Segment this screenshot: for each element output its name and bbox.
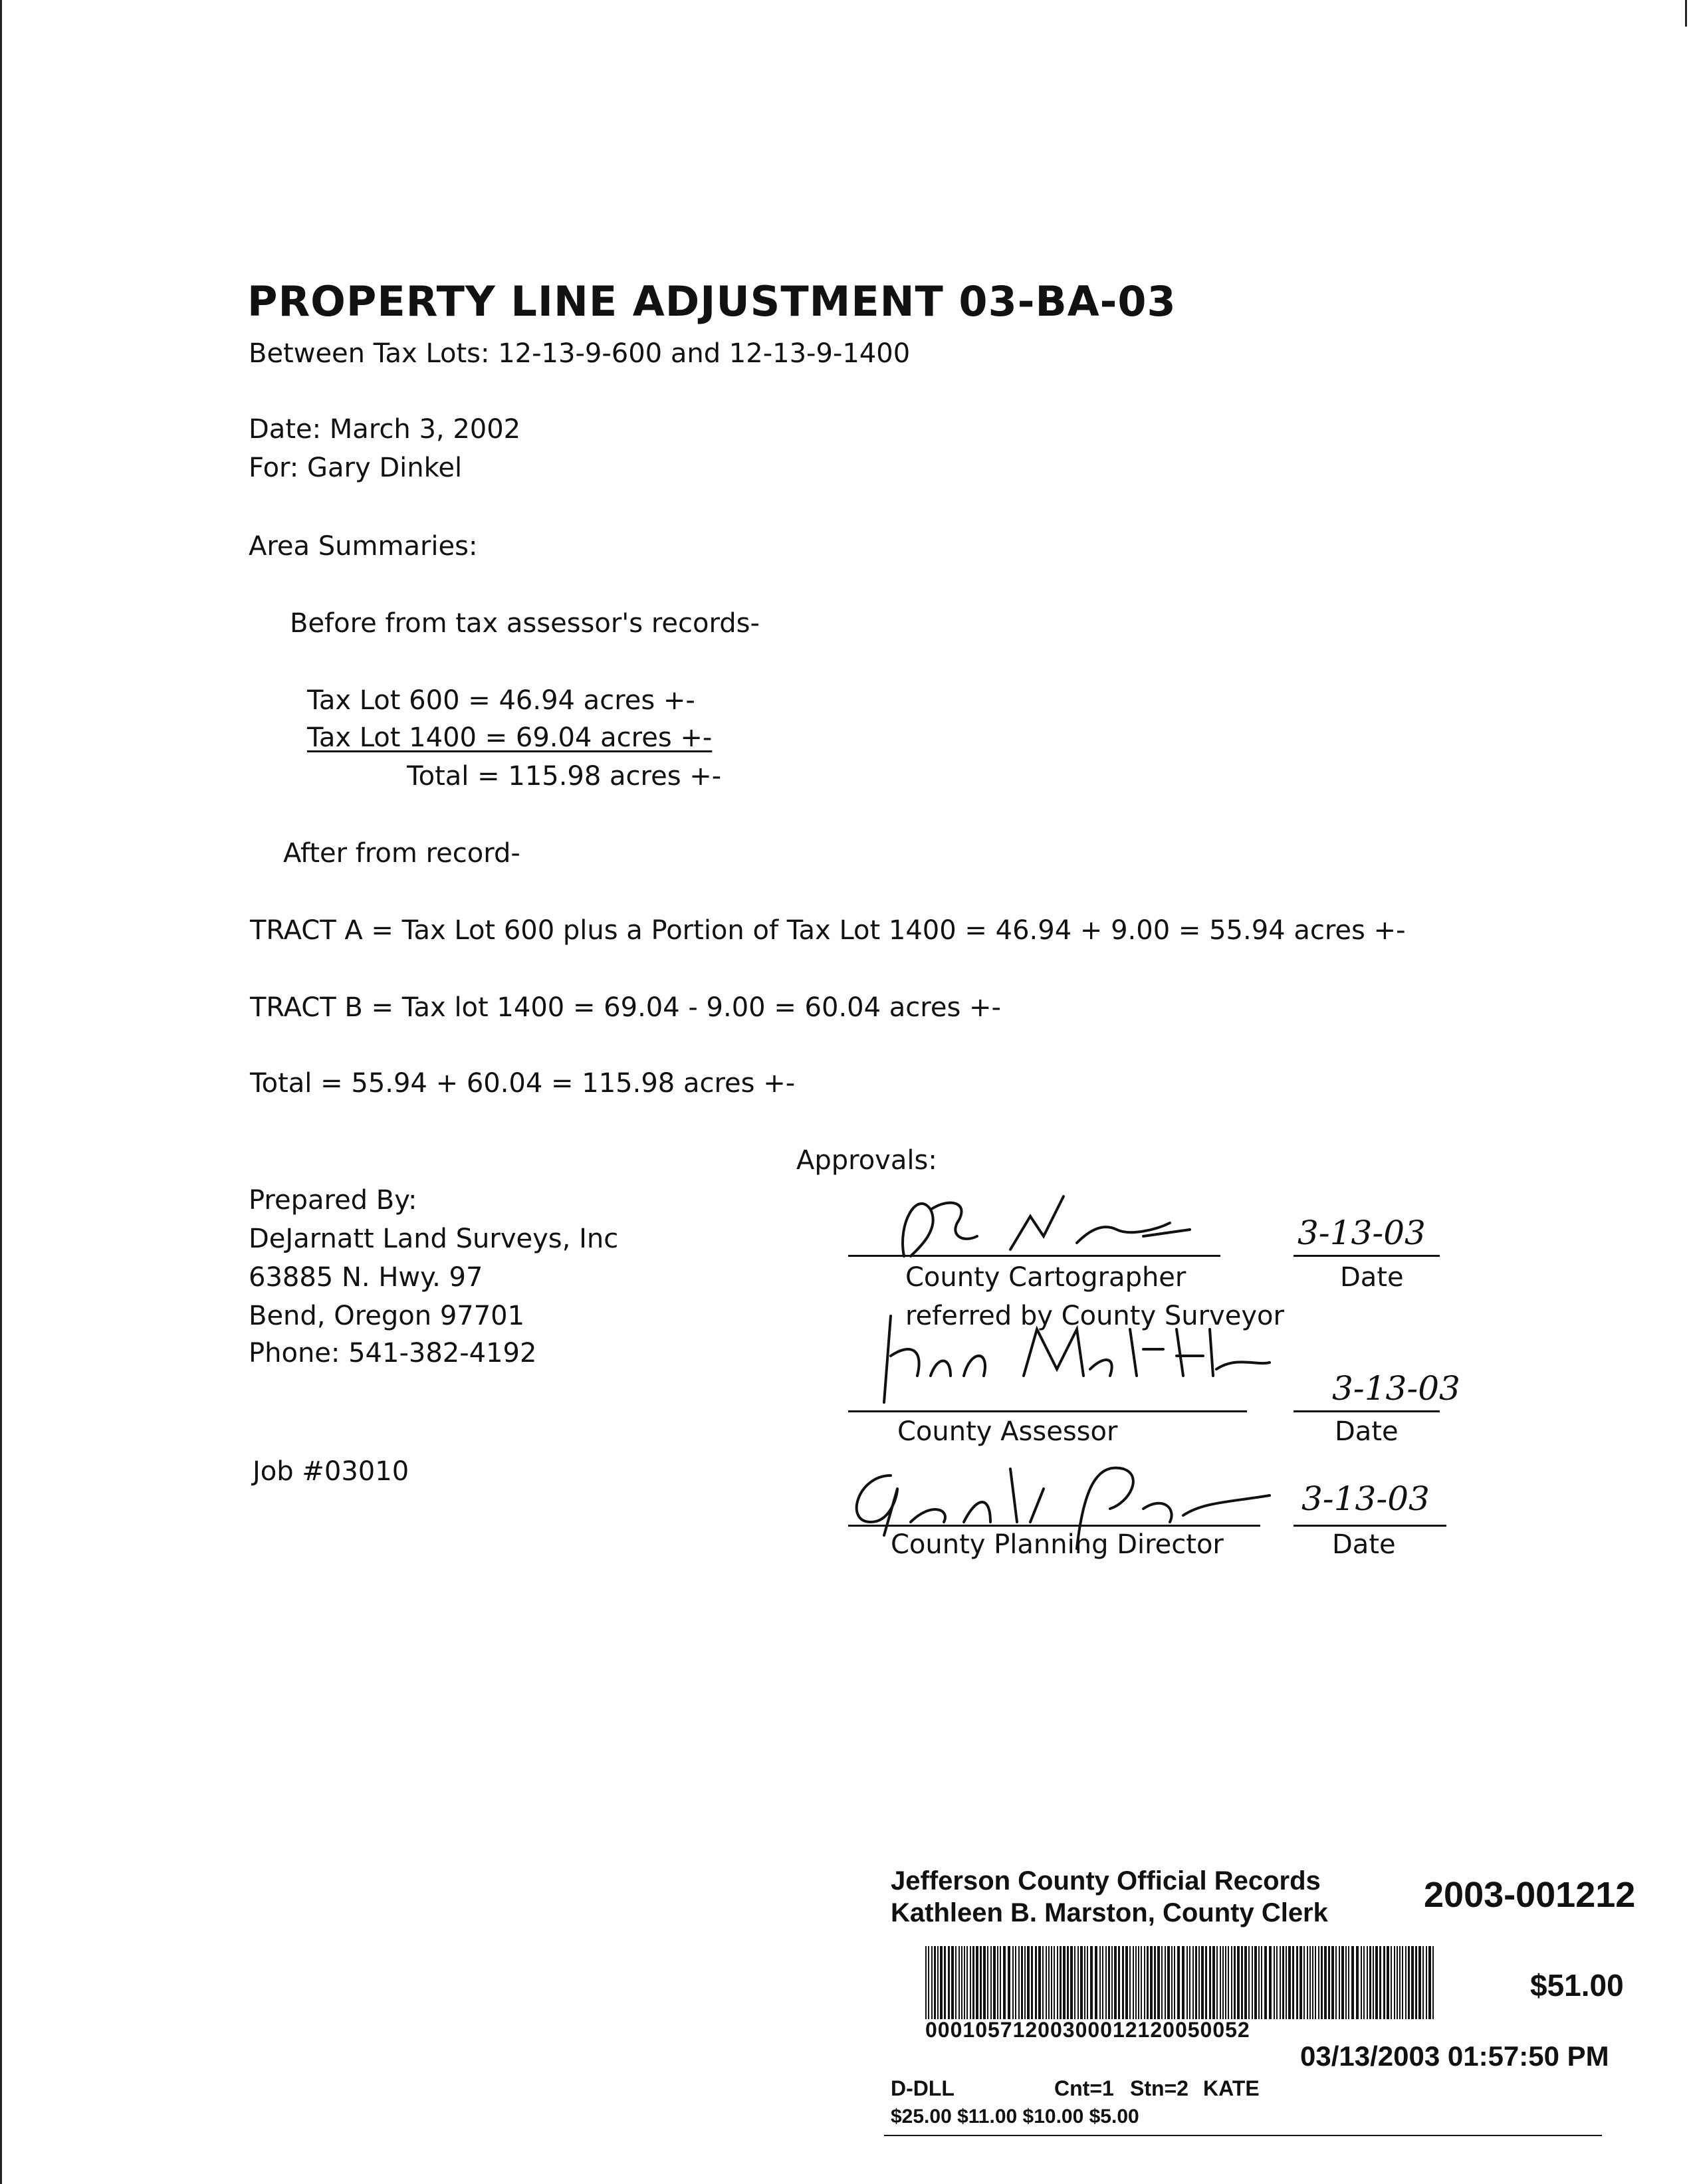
barcode-bar bbox=[1054, 1946, 1055, 2019]
prepared-by-city: Bend, Oregon 97701 bbox=[249, 1301, 525, 1331]
barcode-bar bbox=[1090, 1946, 1093, 2019]
barcode-bar bbox=[1387, 1946, 1389, 2019]
cartographer-date-handwritten: 3-13-03 bbox=[1297, 1214, 1426, 1252]
barcode-bar bbox=[1351, 1946, 1354, 2019]
referred-note: referred by County Surveyor bbox=[905, 1301, 1284, 1331]
barcode-bar bbox=[1318, 1946, 1319, 2019]
barcode-bar bbox=[980, 1946, 982, 2019]
document-date: Date: March 3, 2002 bbox=[249, 414, 521, 445]
barcode-bar bbox=[1328, 1946, 1330, 2019]
barcode-bar bbox=[1067, 1946, 1069, 2019]
recording-fees-breakdown: $25.00 $11.00 $10.00 $5.00 bbox=[891, 2106, 1139, 2128]
barcode-bar bbox=[1307, 1946, 1308, 2019]
barcode-bar bbox=[1303, 1946, 1305, 2019]
cartographer-signature-line bbox=[848, 1255, 1220, 1257]
barcode-bar bbox=[1157, 1946, 1160, 2019]
prepared-by-address: 63885 N. Hwy. 97 bbox=[249, 1262, 483, 1293]
assessor-label: County Assessor bbox=[897, 1416, 1118, 1447]
assessor-signature-line bbox=[848, 1410, 1247, 1412]
barcode-bar bbox=[1315, 1946, 1316, 2019]
barcode-bar bbox=[1144, 1946, 1145, 2019]
barcode-bar bbox=[1042, 1946, 1044, 2019]
barcode-bar bbox=[1296, 1946, 1298, 2019]
barcode-bar bbox=[1331, 1946, 1334, 2019]
barcode-bar bbox=[1231, 1946, 1232, 2019]
barcode-bar bbox=[1027, 1946, 1030, 2019]
barcode-bar bbox=[1299, 1946, 1302, 2019]
barcode-bar bbox=[1220, 1946, 1221, 2019]
barcode-bar bbox=[1280, 1946, 1281, 2019]
assessor-signature bbox=[864, 1303, 1276, 1409]
barcode-bar bbox=[1222, 1946, 1224, 2019]
before-line-taxlot-600: Tax Lot 600 = 46.94 acres +- bbox=[307, 685, 695, 716]
prepared-by-company: DeJarnatt Land Surveys, Inc bbox=[249, 1224, 619, 1254]
barcode-bar bbox=[1402, 1946, 1403, 2019]
barcode-bar bbox=[1161, 1946, 1163, 2019]
barcode-bar bbox=[1237, 1946, 1240, 2019]
barcode-bar bbox=[1125, 1946, 1128, 2019]
barcode-bar bbox=[1048, 1946, 1050, 2019]
assessor-date-handwritten: 3-13-03 bbox=[1332, 1369, 1460, 1408]
barcode-bar bbox=[1312, 1946, 1313, 2019]
barcode-bar bbox=[1286, 1946, 1287, 2019]
barcode-bar bbox=[1018, 1946, 1020, 2019]
barcode-bar bbox=[1046, 1946, 1047, 2019]
approvals-heading: Approvals: bbox=[796, 1145, 937, 1176]
recording-timestamp: 03/13/2003 01:57:50 PM bbox=[1300, 2040, 1609, 2072]
barcode-bar bbox=[1150, 1946, 1153, 2019]
barcode-bar bbox=[1114, 1946, 1117, 2019]
recording-doc-number: 2003-001212 bbox=[1424, 1875, 1636, 1915]
barcode-bar bbox=[1276, 1946, 1278, 2019]
barcode-bar bbox=[1138, 1946, 1139, 2019]
barcode-bar bbox=[1356, 1946, 1359, 2019]
before-line-taxlot-1400: Tax Lot 1400 = 69.04 acres +- bbox=[307, 722, 713, 753]
barcode-bar bbox=[970, 1946, 971, 2019]
planning-date-label: Date bbox=[1332, 1529, 1396, 1560]
barcode-bar bbox=[1174, 1946, 1175, 2019]
barcode-bar bbox=[1201, 1946, 1204, 2019]
barcode-bar bbox=[1087, 1946, 1088, 2019]
scan-edge-left bbox=[0, 0, 2, 2184]
tract-b-line: TRACT B = Tax lot 1400 = 69.04 - 9.00 = 60.04 acres +- bbox=[250, 992, 1001, 1023]
planning-date-handwritten: 3-13-03 bbox=[1301, 1479, 1430, 1518]
barcode-bar bbox=[1099, 1946, 1101, 2019]
barcode-bar bbox=[1428, 1946, 1431, 2019]
barcode-bar bbox=[1379, 1946, 1381, 2019]
assessor-date-line bbox=[1294, 1410, 1440, 1412]
barcode-bar bbox=[1111, 1946, 1113, 2019]
barcode-bar bbox=[1335, 1946, 1337, 2019]
barcode-bar bbox=[1000, 1946, 1001, 2019]
barcode-bar bbox=[1084, 1946, 1085, 2019]
barcode-bar bbox=[951, 1946, 954, 2019]
barcode-bar bbox=[976, 1946, 978, 2019]
barcode-bar bbox=[1077, 1946, 1079, 2019]
total-line: Total = 55.94 + 60.04 = 115.98 acres +- bbox=[250, 1068, 796, 1099]
barcode-bar bbox=[1108, 1946, 1110, 2019]
barcode-bar bbox=[993, 1946, 996, 2019]
barcode-bar bbox=[1147, 1946, 1149, 2019]
barcode-bar bbox=[1405, 1946, 1407, 2019]
barcode-bar bbox=[1060, 1946, 1062, 2019]
barcode-bar bbox=[937, 1946, 939, 2019]
recording-code: D-DLL bbox=[891, 2076, 955, 2100]
barcode-bar bbox=[1118, 1946, 1120, 2019]
barcode-bar bbox=[1192, 1946, 1194, 2019]
barcode-bar bbox=[1282, 1946, 1284, 2019]
barcode-bar bbox=[1269, 1946, 1272, 2019]
barcode-bar bbox=[1182, 1946, 1184, 2019]
barcode-bar bbox=[1063, 1946, 1066, 2019]
barcode-bar bbox=[1209, 1946, 1211, 2019]
barcode-bar bbox=[1422, 1946, 1424, 2019]
cartographer-date-line bbox=[1294, 1255, 1440, 1257]
before-heading: Before from tax assessor's records- bbox=[290, 608, 760, 639]
barcode-bar bbox=[1383, 1946, 1385, 2019]
recording-fee: $51.00 bbox=[1530, 1968, 1624, 2003]
document-for: For: Gary Dinkel bbox=[249, 453, 463, 483]
barcode-bar bbox=[1021, 1946, 1023, 2019]
barcode-bar bbox=[1035, 1946, 1037, 2019]
barcode-bar bbox=[1234, 1946, 1236, 2019]
barcode-bar bbox=[1051, 1946, 1052, 2019]
planning-date-line bbox=[1294, 1525, 1446, 1527]
barcode-bar bbox=[1070, 1946, 1073, 2019]
recording-clerk: Kathleen B. Marston, County Clerk bbox=[891, 1898, 1328, 1927]
barcode-bar bbox=[931, 1946, 933, 2019]
barcode-bar bbox=[1135, 1946, 1137, 2019]
barcode-bar bbox=[990, 1946, 992, 2019]
barcode-bar bbox=[940, 1946, 943, 2019]
document-title: PROPERTY LINE ADJUSTMENT 03-BA-03 bbox=[247, 277, 1177, 326]
recording-station: Stn=2 bbox=[1130, 2076, 1189, 2100]
barcode-bar bbox=[1244, 1946, 1247, 2019]
barcode-bar bbox=[1274, 1946, 1275, 2019]
barcode-bar bbox=[1415, 1946, 1417, 2019]
barcode-bar bbox=[1015, 1946, 1016, 2019]
after-heading: After from record- bbox=[283, 838, 520, 869]
barcode-bar bbox=[972, 1946, 974, 2019]
barcode-bar bbox=[1399, 1946, 1401, 2019]
barcode-bar bbox=[1367, 1946, 1368, 2019]
barcode-bar bbox=[1261, 1946, 1262, 2019]
barcode-bar bbox=[1189, 1946, 1190, 2019]
barcode-bar bbox=[1426, 1946, 1427, 2019]
area-summaries-heading: Area Summaries: bbox=[249, 531, 478, 562]
cartographer-date-label: Date bbox=[1340, 1262, 1404, 1293]
barcode-bar bbox=[1254, 1946, 1257, 2019]
barcode-bar bbox=[934, 1946, 936, 2019]
barcode-bar bbox=[1411, 1946, 1414, 2019]
barcode-bar bbox=[1212, 1946, 1215, 2019]
barcode-bar bbox=[1288, 1946, 1291, 2019]
barcode-bar bbox=[1133, 1946, 1134, 2019]
barcode-bar bbox=[1186, 1946, 1188, 2019]
barcode-bar bbox=[1432, 1946, 1434, 2019]
recording-bottom-line bbox=[884, 2135, 1602, 2136]
barcode-bar bbox=[983, 1946, 986, 2019]
barcode-bar bbox=[1205, 1946, 1207, 2019]
barcode-bar bbox=[1177, 1946, 1180, 2019]
barcode-bar bbox=[1008, 1946, 1010, 2019]
barcode-bar bbox=[987, 1946, 988, 2019]
barcode-bar bbox=[1122, 1946, 1124, 2019]
recording-clerk-code: KATE bbox=[1203, 2076, 1260, 2100]
barcode-bar bbox=[1369, 1946, 1371, 2019]
barcode-bar bbox=[1228, 1946, 1229, 2019]
barcode-bar bbox=[1248, 1946, 1250, 2019]
barcode-bar bbox=[1095, 1946, 1097, 2019]
barcode-bar bbox=[1321, 1946, 1323, 2019]
recording-office: Jefferson County Official Records bbox=[891, 1866, 1321, 1896]
cartographer-signature bbox=[877, 1183, 1223, 1263]
job-number: Job #03010 bbox=[253, 1456, 409, 1487]
barcode-bar bbox=[955, 1946, 957, 2019]
barcode-bar bbox=[1341, 1946, 1344, 2019]
barcode-bar bbox=[1375, 1946, 1378, 2019]
barcode-bar bbox=[1391, 1946, 1392, 2019]
barcode-bar bbox=[1324, 1946, 1327, 2019]
recording-count: Cnt=1 bbox=[1054, 2076, 1114, 2100]
barcode-bar bbox=[1074, 1946, 1075, 2019]
barcode-bar bbox=[1154, 1946, 1156, 2019]
barcode-bar bbox=[928, 1946, 929, 2019]
recording-barcode bbox=[925, 1946, 1437, 2024]
barcode-bar bbox=[1038, 1946, 1041, 2019]
barcode-bar bbox=[964, 1946, 965, 2019]
barcode-bar bbox=[966, 1946, 968, 2019]
tract-a-line: TRACT A = Tax Lot 600 plus a Portion of Tax Lot 1400 = 46.94 + 9.00 = 55.94 acres +- bbox=[250, 915, 1406, 946]
barcode-bar bbox=[1418, 1946, 1421, 2019]
scan-edge-top-right bbox=[1685, 0, 1687, 27]
planning-signature-line bbox=[848, 1525, 1260, 1527]
barcode-bar bbox=[1012, 1946, 1014, 2019]
barcode-bar bbox=[1102, 1946, 1103, 2019]
barcode-bar bbox=[1397, 1946, 1398, 2019]
barcode-bar bbox=[1309, 1946, 1311, 2019]
barcode-bar bbox=[1198, 1946, 1200, 2019]
barcode-bar bbox=[1363, 1946, 1365, 2019]
barcode-bar bbox=[1105, 1946, 1107, 2019]
prepared-by-phone: Phone: 541-382-4192 bbox=[249, 1338, 537, 1368]
barcode-bar bbox=[1195, 1946, 1197, 2019]
barcode-bar bbox=[1141, 1946, 1142, 2019]
assessor-date-label: Date bbox=[1335, 1416, 1399, 1447]
barcode-bar bbox=[1024, 1946, 1026, 2019]
barcode-bar bbox=[1408, 1946, 1410, 2019]
barcode-bar bbox=[1216, 1946, 1218, 2019]
planning-label: County Planning Director bbox=[891, 1529, 1224, 1560]
barcode-bar bbox=[948, 1946, 950, 2019]
barcode-bar bbox=[1264, 1946, 1267, 2019]
barcode-bar bbox=[1241, 1946, 1243, 2019]
barcode-bar bbox=[1394, 1946, 1395, 2019]
recording-barcode-number: 00010571200300012120050052 bbox=[925, 2018, 1250, 2042]
barcode-bar bbox=[1031, 1946, 1033, 2019]
barcode-bar bbox=[1339, 1946, 1340, 2019]
barcode-bar bbox=[1129, 1946, 1131, 2019]
barcode-bar bbox=[958, 1946, 960, 2019]
barcode-bar bbox=[1258, 1946, 1260, 2019]
before-line-total: Total = 115.98 acres +- bbox=[407, 761, 722, 792]
barcode-bar bbox=[1003, 1946, 1006, 2019]
barcode-bar bbox=[1165, 1946, 1166, 2019]
barcode-bar bbox=[1080, 1946, 1083, 2019]
barcode-bar bbox=[1345, 1946, 1347, 2019]
barcode-bar bbox=[1225, 1946, 1226, 2019]
barcode-bar bbox=[944, 1946, 946, 2019]
barcode-bar bbox=[997, 1946, 998, 2019]
barcode-bar bbox=[1348, 1946, 1349, 2019]
barcode-bar bbox=[1057, 1946, 1058, 2019]
barcode-bar bbox=[961, 1946, 962, 2019]
document-subtitle: Between Tax Lots: 12-13-9-600 and 12-13-9-1400 bbox=[249, 338, 911, 369]
prepared-by-heading: Prepared By: bbox=[249, 1185, 417, 1216]
barcode-bar bbox=[925, 1946, 927, 2019]
cartographer-label: County Cartographer bbox=[905, 1262, 1186, 1293]
barcode-bar bbox=[1171, 1946, 1173, 2019]
barcode-bar bbox=[1292, 1946, 1294, 2019]
barcode-bar bbox=[1167, 1946, 1170, 2019]
barcode-bar bbox=[1373, 1946, 1374, 2019]
barcode-bar bbox=[1361, 1946, 1362, 2019]
barcode-bar bbox=[1252, 1946, 1253, 2019]
